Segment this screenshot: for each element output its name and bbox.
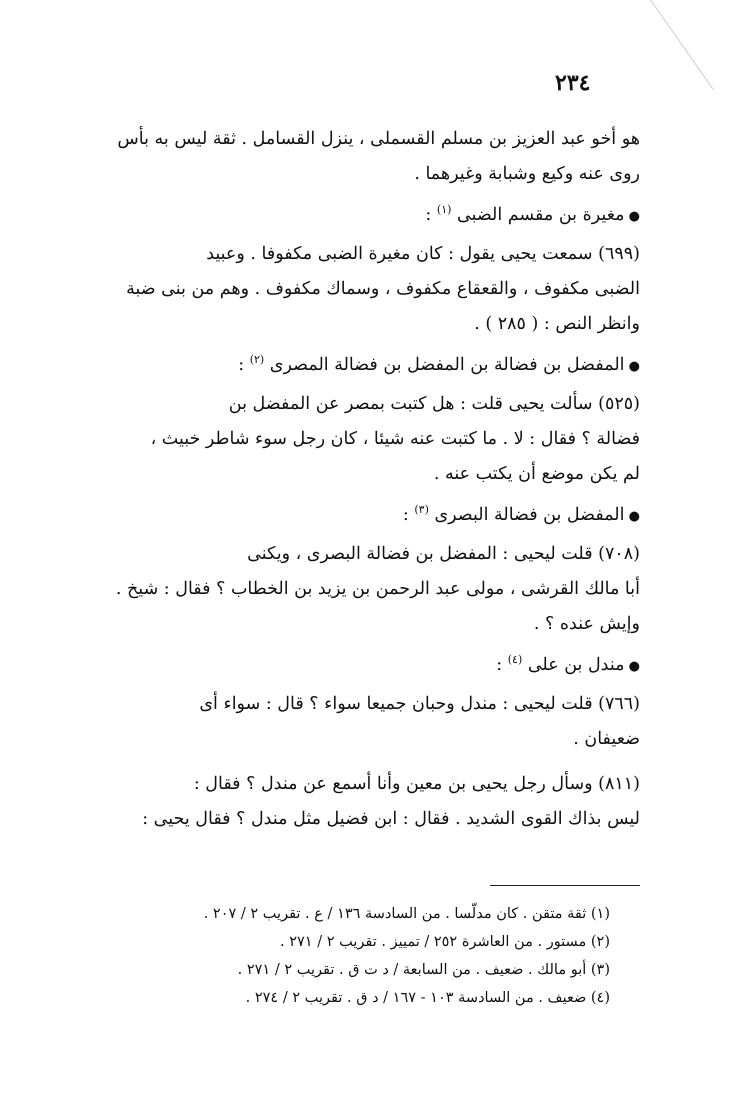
footnote: (٤) ضعيف . من السادسة ١٠٣ - ١٦٧ / د ق . تقريب ٢ / ٢٧٤ . [245, 990, 610, 1006]
entry-heading: ● مندل بن على $^{(٤)}$ : [85, 642, 640, 677]
footnote: (٢) مستور . من العاشرة ٢٥٢ / تمييز . تقريب ٢ / ٢٧١ . [280, 934, 610, 950]
text-line: روى عنه وكيع وشبابة وغيرهما . [414, 164, 640, 184]
text-line: ضعيفان . [573, 729, 640, 749]
text-line: (٧٦٦) قلت ليحيى : مندل وحبان جميعا سواء ؟ قال : سواء أى [199, 694, 640, 714]
footnote: (١) ثقة متقن . كان مدلّسا . من السادسة ١٣٦ / ع . تقريب ٢ / ٢٠٧ . [203, 906, 610, 922]
text-line: وإيش عنده ؟ . [533, 614, 640, 634]
text-line: ليس بذاك القوى الشديد . فقال : ابن فضيل مثل مندل ؟ فقال يحيى : [142, 809, 640, 829]
text-line: لم يكن موضع أن يكتب عنه . [433, 464, 640, 484]
text-line: (٧٠٨) قلت ليحيى : المفضل بن فضالة البصرى ، ويكنى [247, 544, 640, 564]
entry-heading: ● المفضل بن فضالة البصرى $^{(٣)}$ : [85, 492, 640, 527]
text-line: أبا مالك القرشى ، مولى عبد الرحمن بن يزيد بن الخطاب ؟ فقال : شيخ . [115, 579, 640, 599]
entry-heading: ● مغيرة بن مقسم الضبى $^{(١)}$ : [85, 192, 640, 227]
main-text [85, 122, 640, 837]
text-line: (٦٩٩) سمعت يحيى يقول : كان مغيرة الضبى مكفوفا . وعبيد [206, 244, 640, 264]
footnote-separator [490, 885, 640, 886]
scan-artifact-line [650, 0, 714, 90]
entry-heading: ● المفضل بن فضالة بن المفضل بن فضالة المصرى $^{(٢)}$ : [85, 342, 640, 377]
text-line: (٥٢٥) سألت يحيى قلت : هل كتبت بمصر عن المفضل بن [228, 394, 640, 414]
text-line: (٨١١) وسأل رجل يحيى بن معين وأنا أسمع عن مندل ؟ فقال : [193, 774, 640, 794]
text-line: فضالة ؟ فقال : لا . ما كتبت عنه شيئا ، كان رجل سوء شاطر خبيث ، [150, 429, 640, 449]
footnotes [110, 900, 610, 1012]
text-line: هو أخو عبد العزيز بن مسلم القسملى ، ينزل القسامل . ثقة ليس به بأس [117, 129, 640, 149]
page-number: ٢٣٤ [555, 70, 591, 96]
footnote: (٣) أبو مالك . ضعيف . من السابعة / د ت ق . تقريب ٢ / ٢٧١ . [237, 962, 610, 978]
text-line: الضبى مكفوف ، والقعقاع مكفوف ، وسماك مكفوف . وهم من بنى ضبة [126, 279, 640, 299]
text-line: وانظر النص : ( ٢٨٥ ) . [474, 314, 640, 334]
